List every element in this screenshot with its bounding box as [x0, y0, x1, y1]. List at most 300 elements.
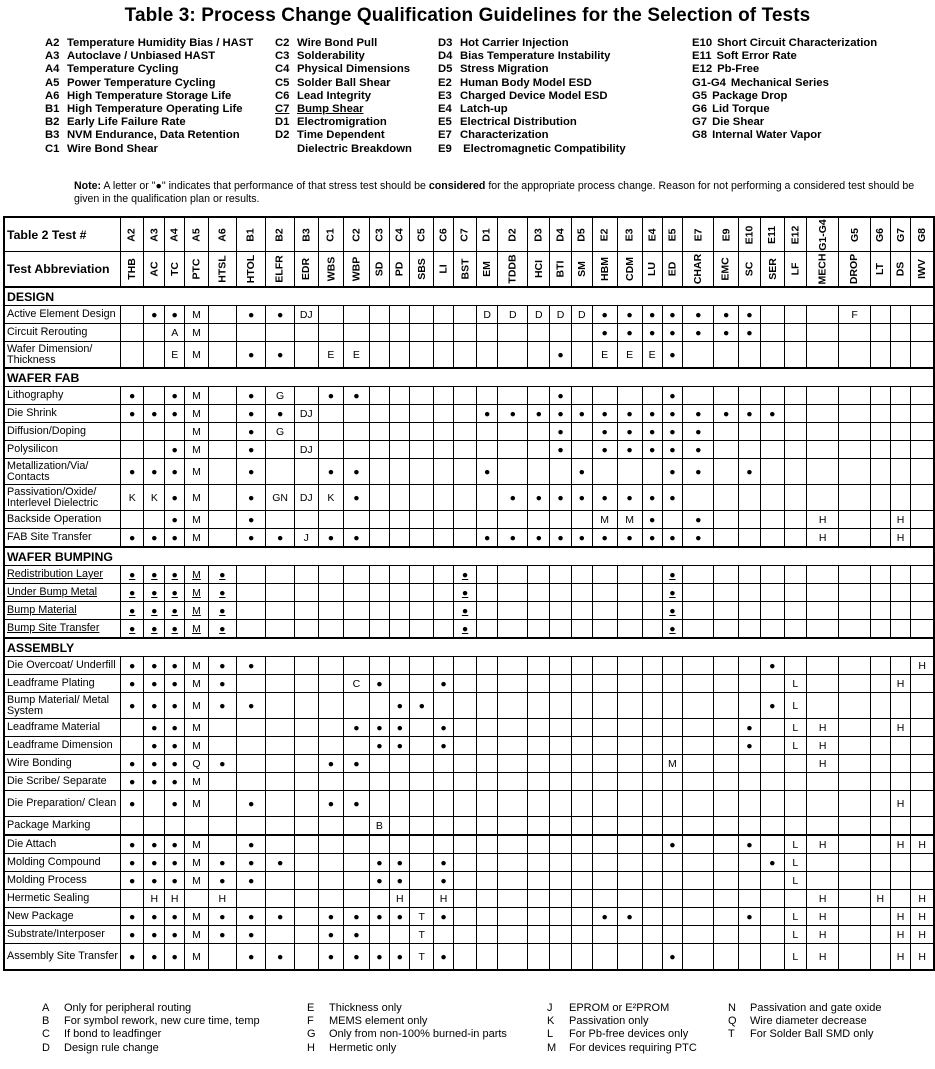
table-cell: ●: [266, 529, 294, 548]
table-cell: ●: [683, 529, 714, 548]
table-cell: ●: [144, 693, 165, 719]
table-cell: ●: [266, 405, 294, 423]
table-cell: [410, 441, 434, 459]
header-abbreviation: [890, 252, 910, 288]
table-cell: ●: [617, 423, 642, 441]
legend-name: Stress Migration: [460, 63, 549, 76]
table-cell: [344, 773, 370, 791]
table-cell: [642, 854, 662, 872]
table-cell: [528, 817, 550, 836]
table-cell: M: [185, 602, 208, 620]
table-cell: A: [165, 324, 185, 342]
header-test-number: [144, 217, 165, 252]
table-cell: [683, 737, 714, 755]
table-cell: H: [390, 890, 410, 908]
table-cell: [890, 584, 910, 602]
table-cell: [318, 584, 344, 602]
table-cell: ●: [165, 602, 185, 620]
table-cell: [683, 944, 714, 971]
table-row: [4, 737, 934, 755]
table-cell: [390, 620, 410, 639]
table-cell: H: [911, 657, 934, 675]
table-cell: [911, 441, 934, 459]
table-cell: [390, 441, 410, 459]
table-row: [4, 529, 934, 548]
table-cell: [528, 602, 550, 620]
table-cell: ●: [120, 602, 144, 620]
table-cell: [410, 872, 434, 890]
table-cell: [453, 342, 476, 369]
table-cell: [344, 737, 370, 755]
table-cell: [410, 755, 434, 773]
table-cell: ●: [165, 675, 185, 693]
table-cell: [683, 791, 714, 817]
table-cell: ●: [434, 675, 454, 693]
table-cell: [890, 620, 910, 639]
header-abbreviation: [806, 252, 839, 288]
table-cell: [528, 908, 550, 926]
legend-item: [438, 143, 626, 156]
row-label: Bump Material/ Metal System: [4, 693, 120, 719]
table-cell: [266, 584, 294, 602]
table-cell: ●: [390, 737, 410, 755]
table-cell: [477, 657, 498, 675]
table-cell: K: [144, 485, 165, 511]
legend-item: [45, 129, 253, 142]
table-cell: [870, 306, 890, 324]
table-cell: ●: [617, 306, 642, 324]
table-cell: [870, 817, 890, 836]
table-cell: [390, 485, 410, 511]
table-cell: H: [144, 890, 165, 908]
row-label: Die Attach: [4, 835, 120, 854]
section-header-row: [4, 287, 934, 306]
header-abbreviation: [294, 252, 318, 288]
table-cell: [592, 602, 617, 620]
table-cell: [738, 566, 760, 584]
table-cell: [642, 773, 662, 791]
table-cell: [761, 835, 785, 854]
header-row-test-number: [4, 217, 934, 252]
table-cell: [453, 835, 476, 854]
table-cell: [870, 944, 890, 971]
table-cell: [528, 835, 550, 854]
table-cell: ●: [144, 755, 165, 773]
table-cell: [266, 791, 294, 817]
table-cell: ●: [683, 405, 714, 423]
table-cell: [571, 584, 592, 602]
abbreviation-text: HTSL: [216, 255, 229, 283]
table-cell: ●: [550, 529, 571, 548]
table-cell: ●: [683, 306, 714, 324]
table-cell: ●: [344, 719, 370, 737]
legend-name: Soft Error Rate: [716, 50, 797, 63]
table-cell: ●: [662, 441, 682, 459]
test-number-text: E2: [598, 228, 611, 241]
table-cell: [185, 890, 208, 908]
table-cell: [592, 675, 617, 693]
legend-name: High Temperature Storage Life: [67, 89, 232, 102]
header-row-abbreviation: [4, 252, 934, 288]
table-cell: ●: [453, 584, 476, 602]
table-cell: [870, 719, 890, 737]
row-label: Die Shrink: [4, 405, 120, 423]
table-cell: [208, 773, 236, 791]
row-label: Passivation/Oxide/ Interlevel Dielectric: [4, 485, 120, 511]
table-cell: ●: [662, 584, 682, 602]
table-cell: H: [806, 890, 839, 908]
table-cell: ●: [266, 306, 294, 324]
table-cell: M: [592, 511, 617, 529]
table-cell: [390, 423, 410, 441]
table-cell: ●: [344, 485, 370, 511]
table-cell: [410, 675, 434, 693]
table-cell: [369, 773, 389, 791]
table-cell: K: [318, 485, 344, 511]
table-cell: ●: [120, 835, 144, 854]
header-abbreviation: [642, 252, 662, 288]
table-cell: M: [185, 773, 208, 791]
table-cell: [498, 620, 528, 639]
table-row: [4, 908, 934, 926]
table-cell: ●: [410, 693, 434, 719]
table-cell: ●: [550, 405, 571, 423]
table-cell: [294, 342, 318, 369]
table-cell: [714, 441, 738, 459]
table-cell: [890, 324, 910, 342]
table-cell: [369, 485, 389, 511]
legend-name: Temperature Humidity Bias / HAST: [67, 37, 254, 49]
abbreviation-text: EDR: [300, 257, 313, 281]
table-cell: L: [784, 693, 806, 719]
table-cell: [761, 342, 785, 369]
table-cell: [410, 584, 434, 602]
table-cell: [784, 423, 806, 441]
table-cell: ●: [571, 405, 592, 423]
table-cell: [870, 872, 890, 890]
footnote-text: EPROM or E²PROM: [569, 1002, 670, 1014]
table-cell: [911, 817, 934, 836]
table-cell: [477, 693, 498, 719]
header-abbreviation: [434, 252, 454, 288]
table-cell: [806, 423, 839, 441]
legend-name: Electromigration: [297, 116, 387, 129]
table-cell: [344, 657, 370, 675]
table-cell: [390, 791, 410, 817]
table-cell: [683, 387, 714, 405]
table-cell: ●: [592, 485, 617, 511]
legend-item: [438, 37, 626, 50]
table-cell: [434, 773, 454, 791]
test-number-text: E9: [720, 228, 733, 241]
abbreviation-text: AC: [148, 261, 161, 277]
row-label: Molding Process: [4, 872, 120, 890]
section-header-row: [4, 368, 934, 387]
table-cell: [683, 890, 714, 908]
table-cell: [294, 324, 318, 342]
legend-code: A3: [45, 50, 60, 63]
table-cell: [369, 693, 389, 719]
test-number-text: A6: [216, 227, 229, 242]
table-cell: [839, 773, 870, 791]
table-cell: [208, 817, 236, 836]
table-cell: [369, 511, 389, 529]
table-cell: [550, 675, 571, 693]
table-row: [4, 657, 934, 675]
table-cell: L: [784, 908, 806, 926]
table-cell: [550, 620, 571, 639]
table-cell: [911, 566, 934, 584]
table-cell: [434, 926, 454, 944]
test-number-text: E4: [646, 228, 659, 241]
table-cell: [528, 459, 550, 485]
table-cell: [784, 485, 806, 511]
table-cell: [683, 926, 714, 944]
table-cell: K: [120, 485, 144, 511]
legend-item: [692, 63, 877, 76]
table-cell: ●: [477, 459, 498, 485]
table-cell: ●: [662, 944, 682, 971]
table-cell: ●: [662, 306, 682, 324]
table-cell: E: [318, 342, 344, 369]
table-cell: [662, 926, 682, 944]
table-cell: [714, 342, 738, 369]
table-cell: [662, 657, 682, 675]
table-cell: [294, 675, 318, 693]
table-cell: ●: [144, 872, 165, 890]
table-cell: ●: [165, 485, 185, 511]
table-cell: M: [185, 405, 208, 423]
table-cell: [890, 817, 910, 836]
table-cell: ●: [369, 908, 389, 926]
table-cell: [571, 737, 592, 755]
table-cell: [870, 566, 890, 584]
table-cell: ●: [208, 854, 236, 872]
legend-code: B2: [45, 116, 60, 129]
table-cell: [266, 441, 294, 459]
table-cell: [571, 423, 592, 441]
table-cell: ●: [344, 926, 370, 944]
table-row: [4, 566, 934, 584]
row-label: Leadframe Dimension: [4, 737, 120, 755]
table-cell: DJ: [294, 405, 318, 423]
table-cell: [477, 854, 498, 872]
table-cell: [434, 511, 454, 529]
abbreviation-text: THB: [126, 258, 139, 280]
table-cell: [806, 342, 839, 369]
table-cell: [550, 926, 571, 944]
test-number-text: D1: [481, 227, 494, 242]
table-cell: [120, 890, 144, 908]
table-cell: [453, 441, 476, 459]
abbreviation-text: LU: [646, 262, 659, 276]
table-cell: [318, 441, 344, 459]
table-cell: [434, 324, 454, 342]
footnote-key: K: [547, 1015, 555, 1028]
table-cell: [839, 908, 870, 926]
table-cell: DJ: [294, 306, 318, 324]
test-number-text: E7: [692, 228, 705, 241]
table-cell: H: [806, 529, 839, 548]
abbreviation-text: TDDB: [506, 254, 519, 284]
table-cell: H: [806, 835, 839, 854]
table-cell: [784, 773, 806, 791]
table-cell: [714, 566, 738, 584]
table-cell: [390, 602, 410, 620]
table-cell: H: [806, 944, 839, 971]
table-cell: [870, 693, 890, 719]
table-cell: ●: [369, 854, 389, 872]
table-cell: M: [185, 791, 208, 817]
table-cell: [714, 872, 738, 890]
table-cell: [498, 387, 528, 405]
table-cell: [208, 342, 236, 369]
table-cell: [528, 657, 550, 675]
table-cell: [237, 773, 266, 791]
table-cell: [714, 835, 738, 854]
table-cell: [761, 306, 785, 324]
table-cell: [344, 620, 370, 639]
table-cell: [453, 387, 476, 405]
table-cell: [571, 944, 592, 971]
table-cell: [344, 835, 370, 854]
table-cell: [477, 441, 498, 459]
table-cell: ●: [592, 529, 617, 548]
table-cell: [120, 423, 144, 441]
table-cell: [294, 566, 318, 584]
table-cell: [911, 387, 934, 405]
legend-name: Lid Torque: [712, 103, 770, 116]
note-text-2: for the appropriate process change. Reason for not performing a considered test should be given in the qualification plan or results.: [74, 180, 915, 206]
table-cell: [806, 657, 839, 675]
table-cell: [683, 602, 714, 620]
table-cell: ●: [165, 584, 185, 602]
table-cell: [870, 620, 890, 639]
table-cell: ●: [208, 657, 236, 675]
note-paragraph: [74, 180, 930, 207]
abbreviation-text: TC: [168, 262, 181, 276]
table-cell: [477, 675, 498, 693]
table-cell: ●: [266, 908, 294, 926]
footnote-text: Thickness only: [329, 1002, 402, 1014]
table-cell: [714, 854, 738, 872]
table-cell: [453, 657, 476, 675]
table-cell: [344, 441, 370, 459]
table-cell: [784, 584, 806, 602]
table-cell: [642, 890, 662, 908]
header-test-number: [642, 217, 662, 252]
table-cell: M: [185, 719, 208, 737]
table-cell: [369, 926, 389, 944]
table-cell: L: [784, 944, 806, 971]
legend-name: Power Temperature Cycling: [67, 76, 216, 89]
table-cell: [410, 773, 434, 791]
row-label: Lithography: [4, 387, 120, 405]
header-abbreviation: [617, 252, 642, 288]
table-cell: [617, 854, 642, 872]
table-cell: [592, 584, 617, 602]
header-abbreviation: [738, 252, 760, 288]
table-cell: [144, 342, 165, 369]
table-cell: [498, 602, 528, 620]
table-cell: ●: [144, 602, 165, 620]
table-cell: [738, 342, 760, 369]
footnote-key: F: [307, 1015, 314, 1028]
test-number-text: A3: [148, 227, 161, 242]
table-cell: [784, 755, 806, 773]
header-test-number: [738, 217, 760, 252]
table-cell: [662, 773, 682, 791]
table-cell: [571, 387, 592, 405]
abbreviation-text: SM: [575, 261, 588, 277]
table-cell: [498, 693, 528, 719]
table-cell: [528, 324, 550, 342]
table-cell: [390, 835, 410, 854]
legend-item: [438, 90, 626, 103]
table-cell: ●: [498, 405, 528, 423]
table-cell: ●: [683, 441, 714, 459]
table-cell: [410, 737, 434, 755]
table-cell: ●: [144, 657, 165, 675]
legend-name: Mechanical Series: [730, 76, 829, 89]
test-number-text: E11: [766, 225, 779, 244]
table-cell: [120, 817, 144, 836]
table-cell: [550, 854, 571, 872]
table-row: [4, 485, 934, 511]
table-cell: [528, 755, 550, 773]
table-cell: [806, 387, 839, 405]
table-cell: ●: [266, 342, 294, 369]
table-cell: [528, 675, 550, 693]
table-cell: [592, 459, 617, 485]
footnote-text: Only from non-100% burned-in parts: [329, 1028, 507, 1041]
table-cell: [890, 890, 910, 908]
table-cell: [318, 693, 344, 719]
table-row: [4, 890, 934, 908]
table-cell: [839, 791, 870, 817]
table-cell: [592, 566, 617, 584]
table-cell: [528, 584, 550, 602]
table-cell: [498, 944, 528, 971]
table-cell: ●: [120, 908, 144, 926]
legend-item: [692, 116, 877, 129]
legend-item: [45, 77, 253, 90]
table-cell: [390, 342, 410, 369]
table-cell: H: [911, 835, 934, 854]
table-cell: [571, 324, 592, 342]
table-cell: [550, 584, 571, 602]
table-cell: Q: [185, 755, 208, 773]
table-cell: [870, 511, 890, 529]
table-cell: [714, 602, 738, 620]
abbreviation-text: HCI: [532, 259, 545, 279]
table-cell: [911, 693, 934, 719]
table-cell: [839, 890, 870, 908]
table-cell: [318, 872, 344, 890]
table-cell: [266, 657, 294, 675]
table-cell: ●: [208, 620, 236, 639]
table-cell: [434, 817, 454, 836]
table-cell: [294, 872, 318, 890]
header-test-number: [911, 217, 934, 252]
table-cell: L: [784, 926, 806, 944]
legend-item: [45, 143, 253, 156]
table-cell: [571, 693, 592, 719]
table-cell: ●: [144, 908, 165, 926]
header-abbreviation-label: Test Abbreviation: [4, 252, 120, 288]
table-cell: [662, 693, 682, 719]
table-cell: ●: [237, 405, 266, 423]
